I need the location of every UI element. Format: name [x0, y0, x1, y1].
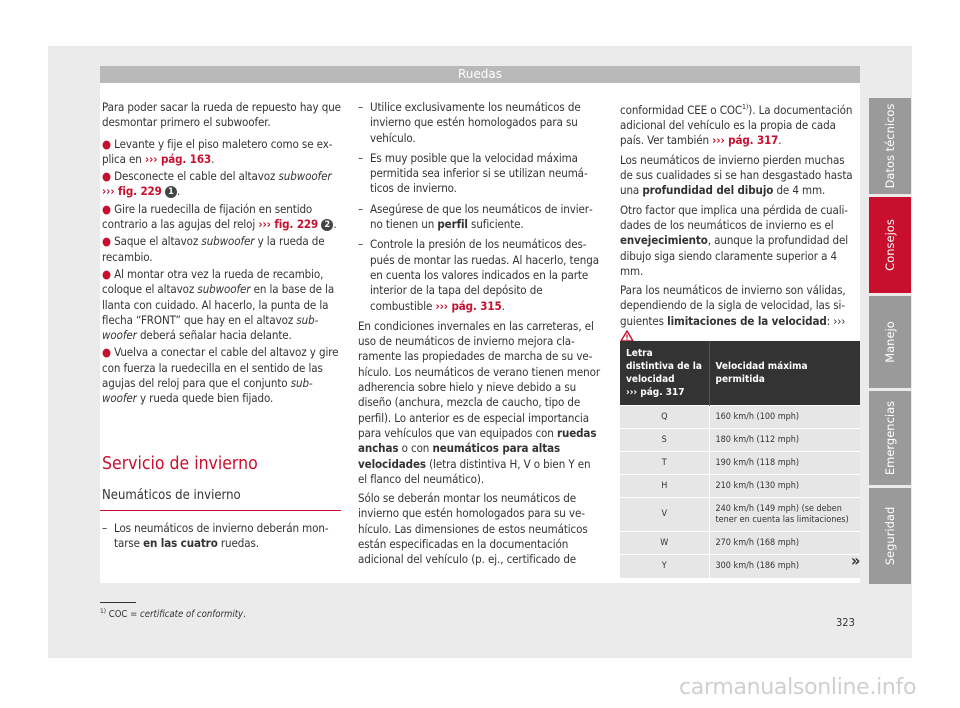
middle-column	[358, 100, 601, 572]
footnote-rule	[100, 602, 136, 603]
speed-letter-cell: Q	[620, 406, 709, 429]
left-column	[102, 100, 342, 409]
table-row	[620, 452, 860, 475]
dash-item: – Controle la presión de los neumáticos después de montar las ruedas. Al hacerlo, tenga en cuenta los valores indicados en la parte interior de la tapa del depósito de combustible ››› pág. 315.	[358, 237, 601, 313]
bullet-item	[102, 267, 342, 343]
bullet-item	[102, 345, 342, 406]
tab-label: Manejo	[883, 321, 897, 363]
figure-ref-link[interactable]: ››› fig. 229	[258, 217, 319, 232]
bullet-text: y la rueda de recambio.	[102, 234, 325, 264]
table-row	[620, 532, 860, 555]
speed-value-cell: 270 km/h (168 mph)	[709, 532, 860, 555]
bullet-text: Desconecte el cable del altavoz	[114, 169, 279, 184]
speed-letter-cell: T	[620, 452, 709, 475]
dash-item: – Los neumáticos de invierno deberán montarse en las cuatro ruedas.	[102, 521, 342, 552]
tab-label: Datos técnicos	[883, 103, 897, 189]
callout-number: 1	[165, 186, 177, 198]
speed-value-cell: 190 km/h (118 mph)	[709, 452, 860, 475]
body-paragraph: Los neumáticos de invierno pierden muchas de sus cualidades si se han desgastado hasta una profundidad del dibujo de 4 mm.	[620, 152, 853, 198]
bullet-item: ● Gire la ruedecilla de fijación en sentido contrario a las agujas del reloj ››› fig. 229 2 .	[102, 201, 337, 232]
bullet-italic: subwoofer	[197, 282, 251, 297]
table-row	[620, 555, 860, 578]
section-title: Servicio de invierno	[102, 454, 258, 474]
bullet-italic: subwoofer	[102, 312, 319, 343]
left-dash-list	[102, 521, 342, 557]
page-number: 323	[836, 616, 855, 629]
speed-letter-cell: V	[620, 498, 709, 532]
header-title: Ruedas	[457, 67, 502, 81]
intro-paragraph: Para poder sacar la rueda de repuesto hay que desmontar primero el subwoofer.	[102, 100, 341, 130]
bullet-icon: ●	[102, 201, 111, 216]
table-row	[620, 429, 860, 452]
subsection-title: Neumáticos de invierno	[102, 488, 241, 503]
bullet-icon: ●	[102, 234, 111, 249]
bullet-text: Gire la ruedecilla de fijación en sentido contrario a las agujas del reloj	[102, 201, 313, 232]
column-header-speed: Velocidad máxima permitida	[709, 341, 860, 406]
bullet-text: Al montar otra vez la rueda de recambio, coloque el altavoz	[102, 266, 324, 297]
bullet-italic: subwoofer	[102, 376, 313, 406]
tab-manejo[interactable]	[869, 296, 911, 388]
bullet-text: Saque el altavoz	[114, 234, 202, 249]
bullet-text: Vuelva a conectar el cable del altavoz y gire con fuerza la ruedecilla en el sentido de las agujas del reloj para que el conjunto	[102, 345, 339, 391]
bullet-text: Levante y fije el piso maletero como se explica en	[102, 136, 333, 166]
page-ref-link[interactable]: ››› pág. 317	[712, 133, 779, 148]
watermark: carmanualsonline.info	[679, 675, 917, 700]
continue-icon: »	[851, 551, 861, 570]
tab-consejos[interactable]	[869, 197, 911, 293]
subsection-rule	[100, 510, 341, 511]
speed-letter-cell: Y	[620, 555, 709, 578]
body-paragraph: En condiciones invernales en las carreteras, el uso de neumáticos de invierno mejora claramente las propiedades de marcha de su vehículo. Los neumáticos de verano tienen menor adherencia sobre hielo y nieve debido a su diseño (anchura, mezcla de caucho, tipo de perfil). Lo anterior es de especial importancia para vehículos que van equipados con ruedas anchas o con neumáticos para altas velocidades (letra distintiva H, V o bien Y en el flanco del neumático).	[358, 318, 600, 486]
page-ref-link[interactable]: ››› pág. 163	[144, 151, 212, 166]
tab-label: Emergencias	[883, 400, 897, 476]
figure-ref-link[interactable]: ››› fig. 229	[102, 184, 162, 199]
table-row	[620, 406, 860, 429]
bullet-text: en la base de la llanta con cuidado. Al hacerlo, la punta de la flecha “FRONT” que hay en el altavoz	[102, 282, 335, 327]
tab-emergencias[interactable]	[869, 391, 911, 485]
body-paragraph: conformidad CEE o COC$^{1)}$). La documentación adicional del vehículo es la propia de cada país. Ver también ››› pág. 317.	[620, 102, 853, 148]
tab-label: Seguridad	[883, 506, 897, 566]
body-paragraph: Otro factor que implica una pérdida de cualidades de los neumáticos de invierno es el envejecimiento, aunque la profundidad del dibujo siga siendo claramente superior a 4 mm.	[620, 202, 849, 278]
speed-value-cell: 210 km/h (130 mph)	[709, 475, 860, 498]
bullet-item: ● Desconecte el cable del altavoz subwoofer ››› fig. 229 1 .	[102, 169, 332, 199]
bullet-icon: ●	[102, 266, 111, 281]
bullet-text: deberá señalar hacia delante.	[136, 328, 292, 343]
table-row	[620, 475, 860, 498]
bullet-item: ● Levante y fije el piso maletero como se explica en ››› pág. 163.	[102, 136, 333, 166]
dash-item: – Utilice exclusivamente los neumáticos de invierno que estén homologados para su vehículo.	[358, 100, 601, 146]
speed-value-cell: 300 km/h (186 mph)	[709, 555, 860, 578]
table-row	[620, 498, 860, 532]
tab-seguridad[interactable]	[869, 488, 911, 584]
bullet-text: y rueda quede bien fijado.	[136, 391, 274, 406]
tab-datos-tecnicos[interactable]	[869, 98, 911, 194]
speed-letter-cell: S	[620, 429, 709, 452]
dash-item: – Es muy posible que la velocidad máxima permitida sea inferior si se utilizan neumáticos de invierno.	[358, 151, 601, 197]
body-paragraph: Para los neumáticos de invierno son válidas, dependiendo de la sigla de velocidad, las siguientes limitaciones de la velocidad: ›››	[620, 283, 860, 344]
callout-number: 2	[321, 219, 333, 231]
bullet-icon: ●	[102, 345, 111, 360]
speed-letter-cell: W	[620, 532, 709, 555]
speed-value-cell: 180 km/h (112 mph)	[709, 429, 860, 452]
tab-label: Consejos	[883, 219, 897, 271]
speed-limit-table	[620, 341, 860, 578]
footnote-marker: 1)	[742, 103, 749, 111]
dash-item: – Asegúrese de que los neumáticos de invierno tienen un perfil suficiente.	[358, 202, 601, 233]
column-header-letter: Letra distintiva de la velocidad ››› pág. 317	[620, 341, 709, 406]
body-paragraph: Sólo se deberán montar los neumáticos de invierno que estén homologados para su vehículo. Las dimensiones de estos neumáticos están especificadas en la documentación adicional del vehículo (p. ej., certificado de	[358, 491, 588, 567]
bullet-italic: subwoofer	[201, 234, 255, 249]
speed-value-cell: 160 km/h (100 mph)	[709, 406, 860, 429]
page-ref-link[interactable]: ››› pág. 315	[435, 298, 502, 313]
bullet-icon: ●	[102, 169, 111, 184]
footnote: $^{1)}$ COC = certificate of conformity.	[100, 607, 246, 621]
bullet-icon: ●	[102, 136, 111, 151]
bullet-item	[102, 234, 342, 265]
speed-value-cell: 240 km/h (149 mph) (se deben tener en cuenta las limitaciones)	[709, 498, 860, 532]
speed-letter-cell: H	[620, 475, 709, 498]
right-column	[620, 100, 860, 348]
bullet-italic: subwoofer	[278, 169, 332, 184]
